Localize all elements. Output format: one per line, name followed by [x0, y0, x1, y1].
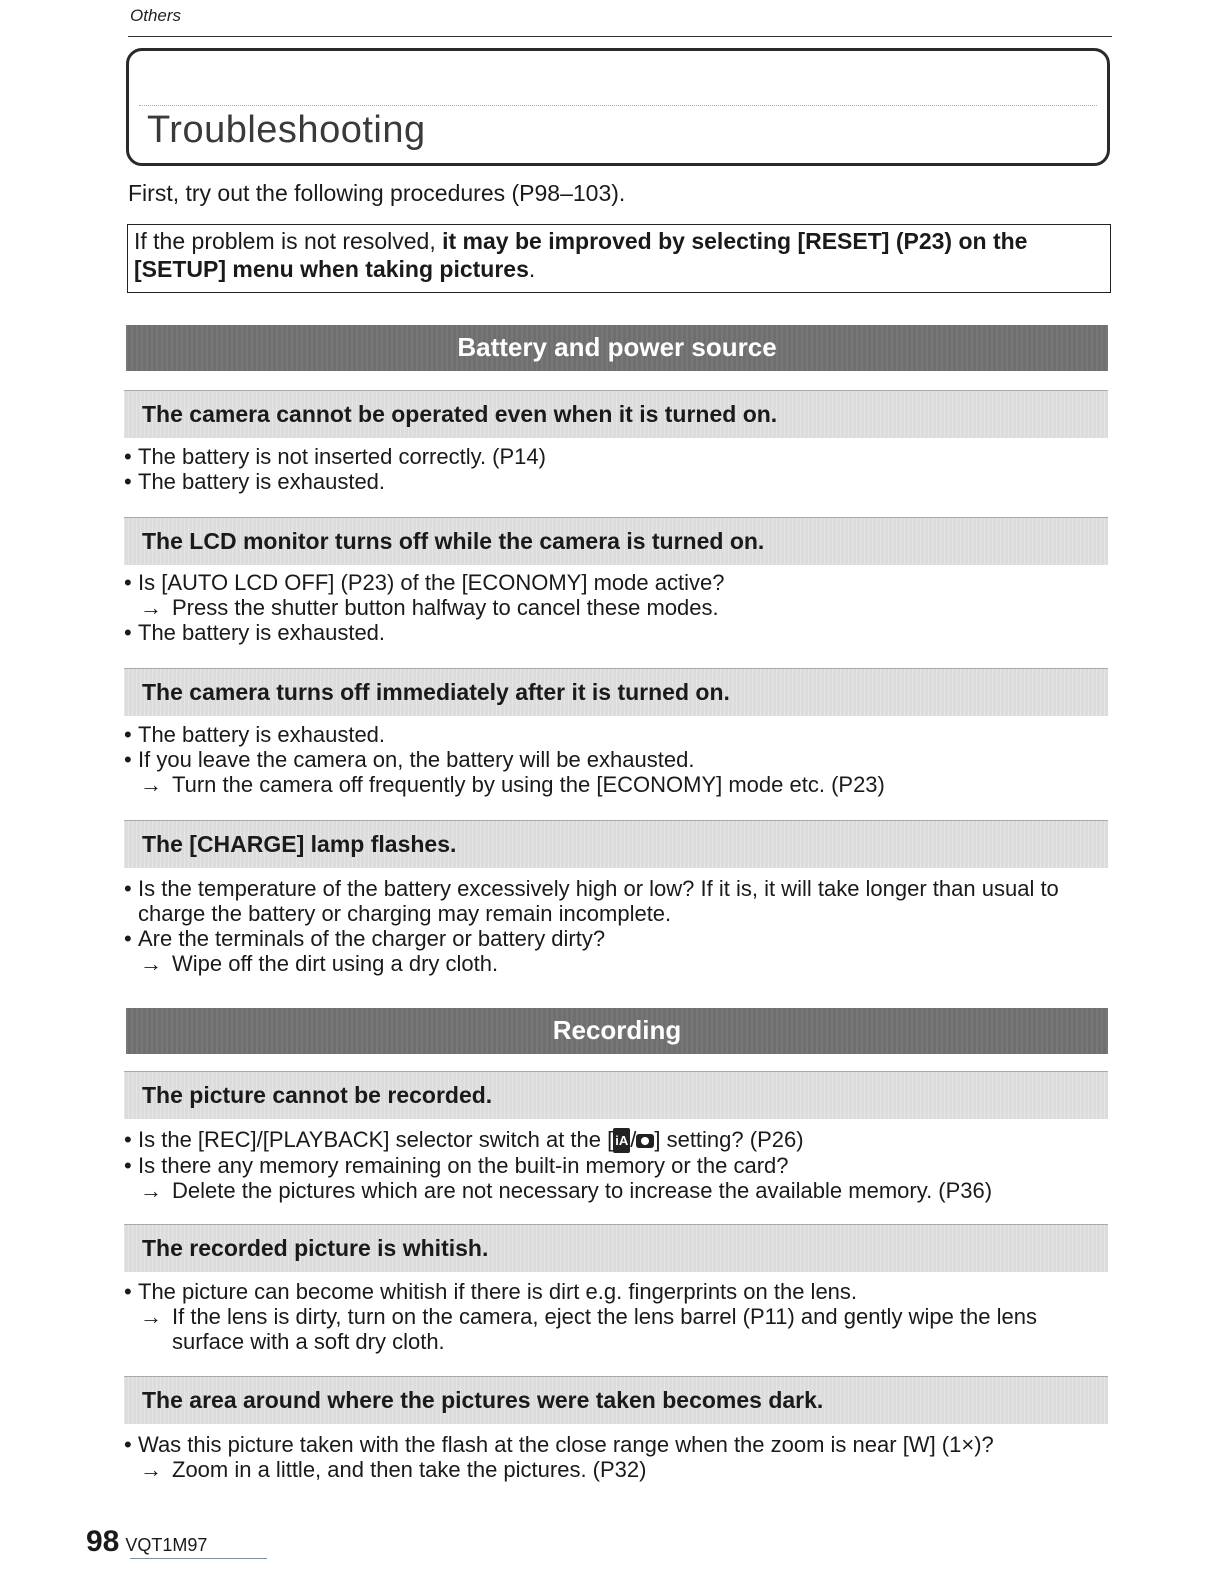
problem-heading: The camera turns off immediately after it is turned on. [124, 668, 1108, 716]
arrow-icon: → [140, 1178, 162, 1203]
page-footer [86, 1525, 207, 1559]
arrow-icon: → [140, 595, 162, 620]
list-item-action: → Press the shutter button halfway to cancel these modes. [140, 595, 719, 620]
footer-rule [130, 1558, 267, 1559]
problem-items [120, 570, 1110, 645]
note-end: . [528, 256, 536, 282]
document-code: VQT1M97 [125, 1535, 208, 1555]
problem-items [120, 1127, 1110, 1203]
list-item: • The battery is not inserted correctly. (P14) [120, 444, 1110, 469]
problem-heading: The LCD monitor turns off while the camera is turned on. [124, 517, 1108, 565]
list-item-action: → Delete the pictures which are not necessary to increase the available memory. (P36) [140, 1178, 993, 1203]
list-item: • The battery is exhausted. [120, 620, 1110, 645]
list-item-action: → If the lens is dirty, turn on the camera, eject the lens barrel (P11) and gently wipe the lens [140, 1304, 1037, 1329]
problem-items [120, 876, 1110, 976]
note-plain: If the problem is not resolved, [134, 228, 443, 254]
list-item: • The battery is exhausted. [120, 722, 1110, 747]
problem-items [120, 444, 1110, 494]
reset-note [127, 224, 1111, 293]
arrow-icon: → [140, 772, 162, 797]
list-item: • If you leave the camera on, the battery will be exhausted. [120, 747, 1110, 772]
problem-heading: The recorded picture is whitish. [124, 1224, 1108, 1272]
problem-heading: The picture cannot be recorded. [124, 1071, 1108, 1119]
list-item: • The battery is exhausted. [120, 469, 1110, 494]
problem-items [120, 1279, 1110, 1354]
intro-text: First, try out the following procedures (P98–103). [128, 180, 626, 206]
section-banner-battery: Battery and power source [126, 325, 1108, 371]
note-bold: it may be improved by selecting [RESET] (P23) on the [SETUP] menu when taking pictures [134, 228, 1028, 282]
section-header: Others [130, 6, 182, 25]
header-rule [128, 36, 1112, 37]
page-title: Troubleshooting [147, 109, 426, 151]
ia-mode-icon: iA [613, 1128, 630, 1153]
problem-heading: The area around where the pictures were taken becomes dark. [124, 1376, 1108, 1424]
problem-items [120, 722, 1110, 797]
section-banner-recording: Recording [126, 1008, 1108, 1054]
list-item: • The picture can become whitish if there is dirt e.g. fingerprints on the lens. [120, 1279, 1110, 1304]
list-item-action: → Turn the camera off frequently by using the [ECONOMY] mode etc. (P23) [140, 772, 885, 797]
problem-heading: The [CHARGE] lamp flashes. [124, 820, 1108, 868]
list-item: • Is [AUTO LCD OFF] (P23) of the [ECONOMY] mode active? [120, 570, 1110, 595]
list-item-action: → Wipe off the dirt using a dry cloth. [140, 951, 499, 976]
camera-icon [636, 1134, 654, 1148]
list-item: • Is there any memory remaining on the built-in memory or the card? [120, 1153, 1110, 1178]
list-item: • Is the [REC]/[PLAYBACK] selector switch at the [ iA/ ] setting? (P26) [120, 1127, 1110, 1153]
list-item: • Are the terminals of the charger or battery dirty? [120, 926, 1110, 951]
arrow-icon: → [140, 951, 162, 976]
problem-heading: The camera cannot be operated even when it is turned on. [124, 390, 1108, 438]
list-item-action: → Zoom in a little, and then take the pictures. (P32) [140, 1457, 647, 1482]
list-item: • Is the temperature of the battery excessively high or low? If it is, it will take longer than usual to [120, 876, 1110, 901]
problem-items [120, 1432, 1110, 1482]
title-box-divider [139, 105, 1097, 106]
arrow-icon: → [140, 1457, 162, 1482]
list-item-continued: surface with a soft dry cloth. [172, 1329, 445, 1354]
title-box [126, 48, 1110, 166]
list-item: • Was this picture taken with the flash at the close range when the zoom is near [W] (1×)? [120, 1432, 1110, 1457]
page-number: 98 [86, 1525, 120, 1558]
list-item-continued: charge the battery or charging may remain incomplete. [138, 901, 672, 926]
arrow-icon: → [140, 1304, 162, 1329]
